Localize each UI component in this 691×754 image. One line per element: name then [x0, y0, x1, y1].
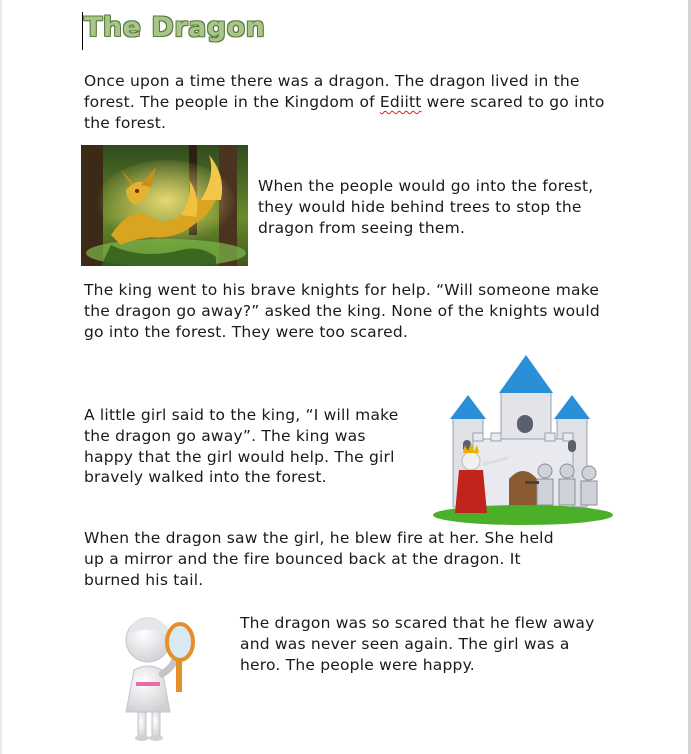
- girl-mirror-icon: [110, 612, 205, 742]
- paragraph-6: The dragon was so scared that he flew away and was never seen again. The girl was a hero. The people were happy.: [240, 614, 595, 674]
- paragraph-5: When the dragon saw the girl, he blew fire at her. She held up a mirror and the fire bounced back at the dragon. It burned his tail.: [84, 529, 554, 589]
- paragraph-1-text-b: were scared to go into the forest.: [84, 92, 605, 132]
- paragraph-1-text-a: Once upon a time there was a dragon. The dragon lived in the forest. The people in the Kingdom of: [84, 72, 580, 111]
- text-cursor: [82, 12, 83, 50]
- paragraph-1: [84, 71, 614, 133]
- page-title: The Dragon: [84, 12, 266, 43]
- girl-image: [110, 612, 205, 742]
- dragon-image: [81, 145, 248, 266]
- castle-king-knights-icon: [433, 355, 613, 525]
- castle-image: [433, 355, 613, 525]
- page-edge-left: [0, 0, 2, 754]
- misspelled-word[interactable]: Ediitt: [379, 92, 422, 111]
- paragraph-4: A little girl said to the king, “I will make the dragon go away”. The king was happy that the girl would help. The girl bravely walked into the forest.: [84, 406, 399, 487]
- paragraph-2: When the people would go into the forest, they would hide behind trees to stop the dragon from seeing them.: [258, 177, 594, 237]
- dragon-forest-icon: [81, 145, 248, 266]
- paragraph-3: The king went to his brave knights for help. “Will someone make the dragon go away?” asked the king. None of the knights would go into the forest. They were too scared.: [84, 281, 600, 341]
